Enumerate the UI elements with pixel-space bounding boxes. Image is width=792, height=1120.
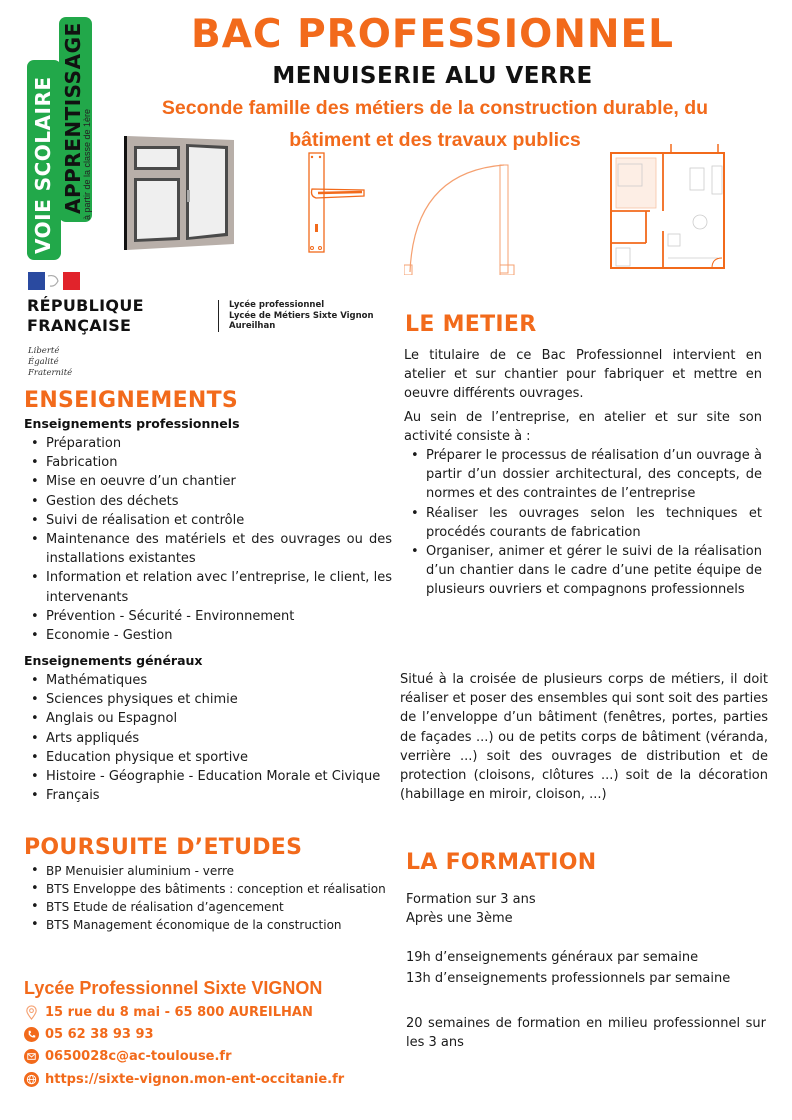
republique-francaise-label (27, 296, 144, 336)
motto-egalite: Égalité (28, 357, 59, 367)
list-item: • Français (24, 786, 394, 805)
lycee-line-1: Lycée professionnel (229, 300, 325, 310)
list-item: • Sciences physiques et chimie (24, 690, 394, 709)
list-item: • Suivi de réalisation et contrôle (24, 511, 392, 530)
republique-line-1: RÉPUBLIQUE (27, 296, 144, 315)
family-line-2: bâtiment et des travaux publics (289, 129, 581, 151)
metier-heading: LE METIER (405, 312, 537, 337)
apprentissage-note: à partir de la classe de 1ère (82, 108, 92, 220)
family-line-1: Seconde famille des métiers de la construction durable, du (161, 97, 709, 119)
enseignements-pro-list (24, 434, 392, 645)
website-link[interactable]: https://sixte-vignon.mon-ent-occitanie.fr (45, 1072, 345, 1087)
globe-icon (24, 1072, 39, 1087)
list-item: • Histoire - Géographie - Education Morale et Civique (24, 767, 394, 786)
contact-email[interactable] (24, 1049, 232, 1064)
list-item: • Gestion des déchets (24, 492, 392, 511)
list-item: • Economie - Gestion (24, 626, 392, 645)
lycee-line-3: Aureilhan (229, 321, 276, 331)
enseignements-gen-heading: Enseignements généraux (24, 653, 203, 668)
enseignements-gen-list (24, 671, 394, 805)
contact-title: Lycée Professionnel Sixte VIGNON (24, 978, 323, 998)
list-item: • Information et relation avec l’entreprise, le client, les intervenants (24, 568, 392, 606)
republique-motto (28, 346, 72, 379)
metier-intro: Le titulaire de ce Bac Professionnel intervient en atelier et sur chantier pour fabriquer et mettre en oeuvre différents ouvrages. (404, 348, 762, 402)
poursuite-heading: POURSUITE D’ETUDES (24, 835, 303, 860)
motto-liberte: Liberté (28, 346, 60, 356)
list-item: • Mise en oeuvre d’un chantier (24, 472, 392, 491)
metier-activity-intro: Au sein de l’entreprise, en atelier et sur site son activité consiste à : (404, 410, 762, 445)
enseignements-pro-heading: Enseignements professionnels (24, 416, 240, 431)
list-item: • Fabrication (24, 453, 392, 472)
list-item: • Anglais ou Espagnol (24, 709, 394, 728)
email-link[interactable]: 0650028c@ac-toulouse.fr (45, 1049, 232, 1064)
contact-address (24, 1005, 313, 1020)
list-item: • Préparation (24, 434, 392, 453)
contact-phone[interactable] (24, 1027, 154, 1042)
list-item: • BTS Etude de réalisation d’agencement (24, 898, 394, 916)
contact-website[interactable] (24, 1072, 344, 1087)
door-swing-plan-image (404, 160, 516, 275)
lycee-line-2: Lycée de Métiers Sixte Vignon (229, 310, 374, 321)
formation-hours-pro: 13h d’enseignements professionnels par semaine (406, 971, 731, 986)
formation-duration: Formation sur 3 ans (406, 892, 536, 907)
page-title: BAC PROFESSIONNEL (190, 12, 675, 57)
list-item: • Réaliser les ouvrages selon les techniques et procédés courants de fabrication (404, 504, 762, 542)
formation-internship: 20 semaines de formation en milieu professionnel sur les 3 ans (406, 1016, 766, 1051)
location-pin-icon (24, 1005, 39, 1020)
enseignements-heading: ENSEIGNEMENTS (24, 388, 239, 413)
formation-heading: LA FORMATION (406, 850, 597, 875)
marianne-flag-logo (28, 272, 80, 290)
floor-plan-image (608, 136, 728, 274)
list-item: • Education physique et sportive (24, 748, 394, 767)
phone-link[interactable]: 05 62 38 93 93 (45, 1027, 154, 1042)
formation-prerequisite: Après une 3ème (406, 911, 513, 926)
list-item: • Mathématiques (24, 671, 394, 690)
list-item: • Organiser, animer et gérer le suivi de la réalisation d’un chantier dans le cadre d’une petite équipe de plusieurs ouvriers et compagnons professionnels (404, 542, 762, 600)
poursuite-list (24, 862, 394, 934)
list-item: • Maintenance des matériels et des ouvrages ou des installations existantes (24, 530, 392, 568)
list-item: • Prévention - Sécurité - Environnement (24, 607, 392, 626)
lycee-identity-block (218, 300, 374, 332)
formation-hours-general: 19h d’enseignements généraux par semaine (406, 950, 699, 965)
phone-icon (24, 1027, 39, 1042)
door-handle-image (308, 152, 368, 254)
list-item: • BTS Enveloppe des bâtiments : conception et réalisation (24, 880, 394, 898)
list-item: • BTS Management économique de la construction (24, 916, 394, 934)
list-item: • BP Menuisier aluminium - verre (24, 862, 394, 880)
address-text: 15 rue du 8 mai - 65 800 AUREILHAN (45, 1005, 313, 1020)
list-item: • Préparer le processus de réalisation d’un ouvrage à partir d’un dossier architectural, des concepts, de normes et des contraintes de l’entreprise (404, 446, 762, 504)
motto-fraternite: Fraternité (28, 368, 73, 378)
list-item: • Arts appliqués (24, 729, 394, 748)
metier-situation: Situé à la croisée de plusieurs corps de métiers, il doit réaliser et poser des ensembles qui sont soit des parties de l’enveloppe d’un bâtiment (fenêtres, portes, parties de façades ...) ou de petits corps de bâtiment (véranda, verrière ...) soit des ouvrages de distribution et de protection (cloisons, clôtures ...) soit de la décoration (habillage en miroir, cloison, ...) (400, 672, 768, 803)
aluminium-window-image (124, 132, 236, 252)
republique-line-2: FRANÇAISE (27, 316, 132, 335)
page-subtitle: MENUISERIE ALU VERRE (272, 63, 593, 89)
email-icon (24, 1049, 39, 1064)
apprentissage-label: APPRENTISSAGE (61, 22, 85, 214)
metier-activity-list (404, 446, 762, 600)
voie-scolaire-label: VOIE SCOLAIRE (31, 76, 55, 254)
